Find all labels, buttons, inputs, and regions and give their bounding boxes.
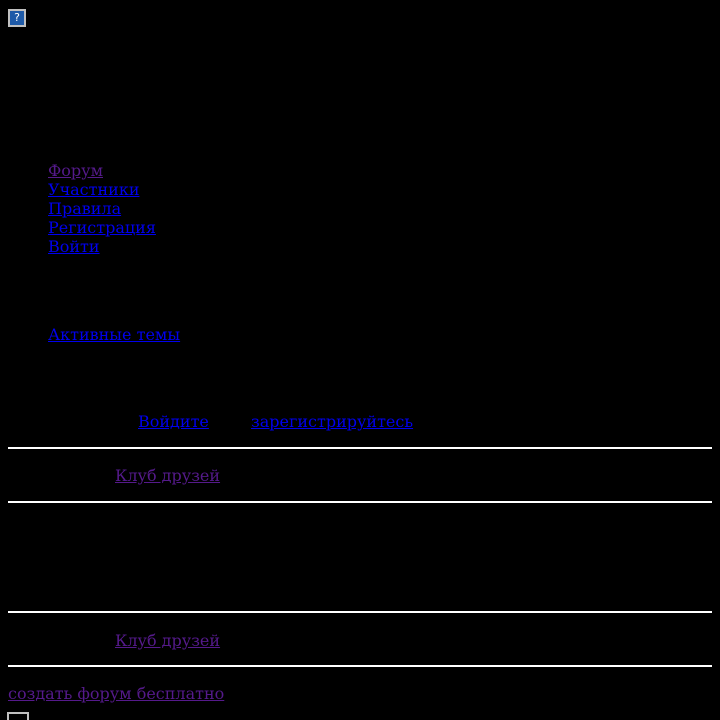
divider [8,447,712,449]
divider [8,665,712,667]
active-topics-link[interactable]: Активные темы [48,325,181,344]
nav-register-link[interactable]: Регистрация [48,218,156,237]
broken-image-icon: ? [8,9,26,27]
nav-members-link[interactable]: Участники [48,180,140,199]
login-prompt-link[interactable]: Войдите [138,412,209,431]
create-forum-link[interactable]: создать форум бесплатно [8,684,225,703]
register-prompt-link[interactable]: зарегистрируйтесь [251,412,414,431]
breadcrumb-forum-link-bottom[interactable]: Клуб друзей [115,631,221,650]
broken-image-icon [7,712,29,720]
nav-forum-link[interactable]: Форум [48,161,104,180]
divider [8,611,712,613]
nav-rules-link[interactable]: Правила [48,199,122,218]
nav-login-link[interactable]: Войти [48,237,100,256]
divider [8,501,712,503]
breadcrumb-forum-link-top[interactable]: Клуб друзей [115,466,221,485]
